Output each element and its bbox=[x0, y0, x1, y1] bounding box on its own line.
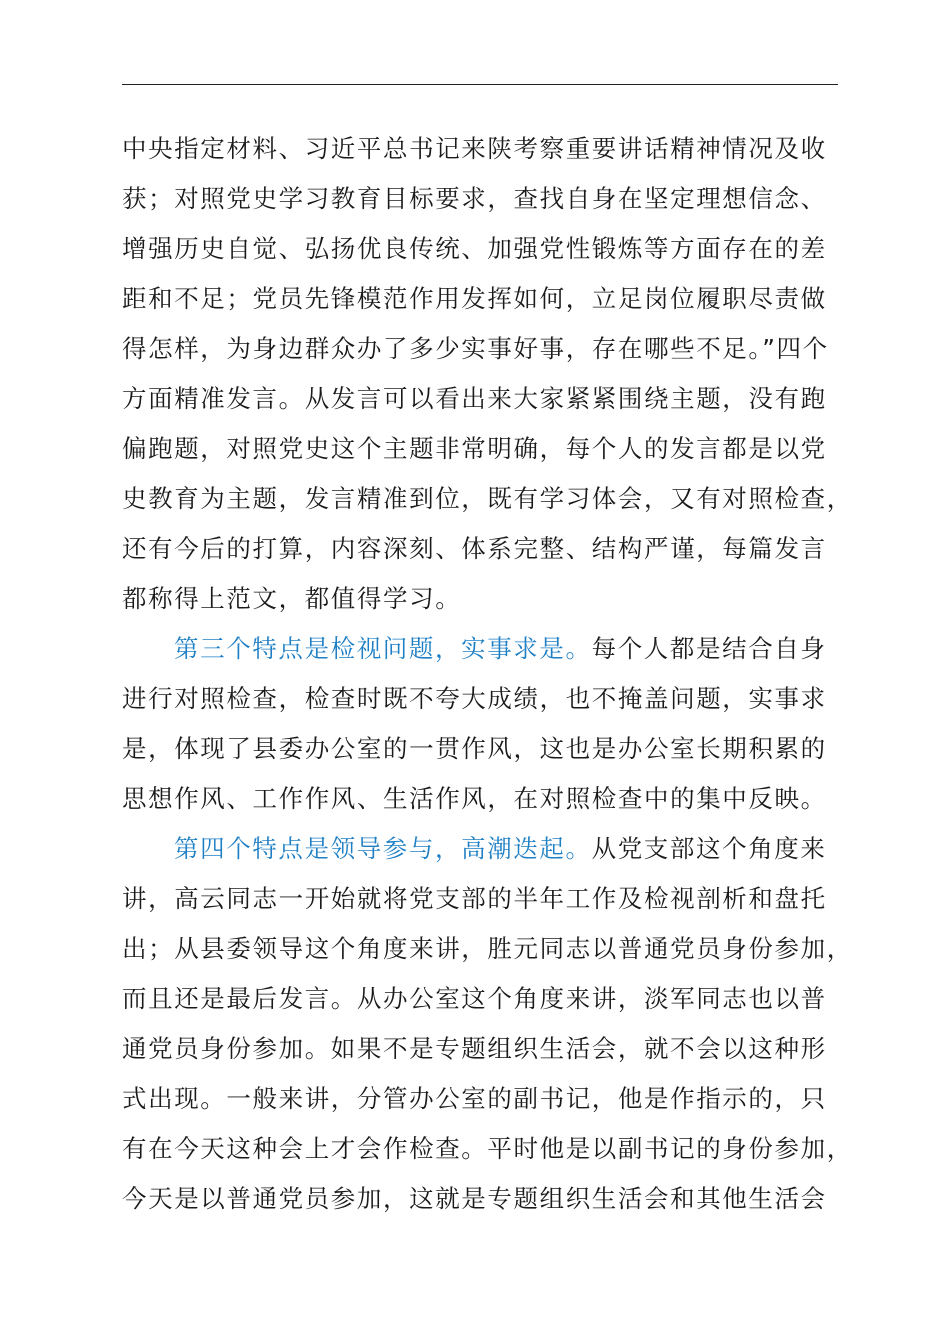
text-line: 方面精准发言。从发言可以看出来大家紧紧围绕主题，没有跑 bbox=[122, 384, 827, 413]
text-line: 都称得上范文，都值得学习。 bbox=[122, 584, 462, 613]
text-line: 进行对照检查，检查时既不夸大成绩，也不掩盖问题，实事求 bbox=[122, 684, 827, 713]
text-line: 通党员身份参加。如果不是专题组织生活会，就不会以这种形 bbox=[122, 1034, 827, 1063]
text-span: 每个人都是结合自身 bbox=[591, 634, 827, 663]
text-line: 今天是以普通党员参加，这就是专题组织生活会和其他生活会 bbox=[122, 1184, 827, 1213]
text-line: 中央指定材料、习近平总书记来陕考察重要讲话精神情况及收 bbox=[122, 134, 827, 163]
text-line: 史教育为主题，发言精准到位，既有学习体会，又有对照检查， bbox=[122, 484, 853, 513]
text-line: 思想作风、工作作风、生活作风，在对照检查中的集中反映。 bbox=[122, 784, 827, 813]
text-line: 增强历史自觉、弘扬优良传统、加强党性锻炼等方面存在的差 bbox=[122, 234, 827, 263]
text-line: 获；对照党史学习教育目标要求，查找自身在坚定理想信念、 bbox=[122, 184, 827, 213]
text-line: 讲，高云同志一开始就将党支部的半年工作及检视剖析和盘托 bbox=[122, 884, 827, 913]
text-line: 距和不足；党员先锋模范作用发挥如何，立足岗位履职尽责做 bbox=[122, 284, 827, 313]
header-divider bbox=[122, 84, 838, 85]
text-line: 是，体现了县委办公室的一贯作风，这也是办公室长期积累的 bbox=[122, 734, 827, 763]
text-line: 而且还是最后发言。从办公室这个角度来讲，淡军同志也以普 bbox=[122, 984, 827, 1013]
document-body bbox=[122, 124, 853, 1224]
section-heading: 第三个特点是检视问题，实事求是。 bbox=[174, 634, 592, 663]
paragraph-2 bbox=[122, 624, 838, 824]
paragraph-1 bbox=[122, 124, 853, 624]
text-line: 还有今后的打算，内容深刻、体系完整、结构严谨，每篇发言 bbox=[122, 534, 827, 563]
text-line: 有在今天这种会上才会作检查。平时他是以副书记的身份参加， bbox=[122, 1134, 853, 1163]
section-heading: 第四个特点是领导参与，高潮迭起。 bbox=[174, 834, 592, 863]
text-line: 得怎样，为身边群众办了多少实事好事，存在哪些不足。”四个 bbox=[122, 334, 829, 363]
text-line: 出；从县委领导这个角度来讲，胜元同志以普通党员身份参加， bbox=[122, 934, 853, 963]
paragraph-first-line bbox=[122, 624, 838, 674]
text-line: 式出现。一般来讲，分管办公室的副书记，他是作指示的，只 bbox=[122, 1084, 827, 1113]
paragraph-3 bbox=[122, 824, 853, 1224]
paragraph-first-line bbox=[122, 824, 838, 874]
text-line: 偏跑题，对照党史这个主题非常明确，每个人的发言都是以党 bbox=[122, 434, 827, 463]
text-span: 从党支部这个角度来 bbox=[591, 834, 827, 863]
